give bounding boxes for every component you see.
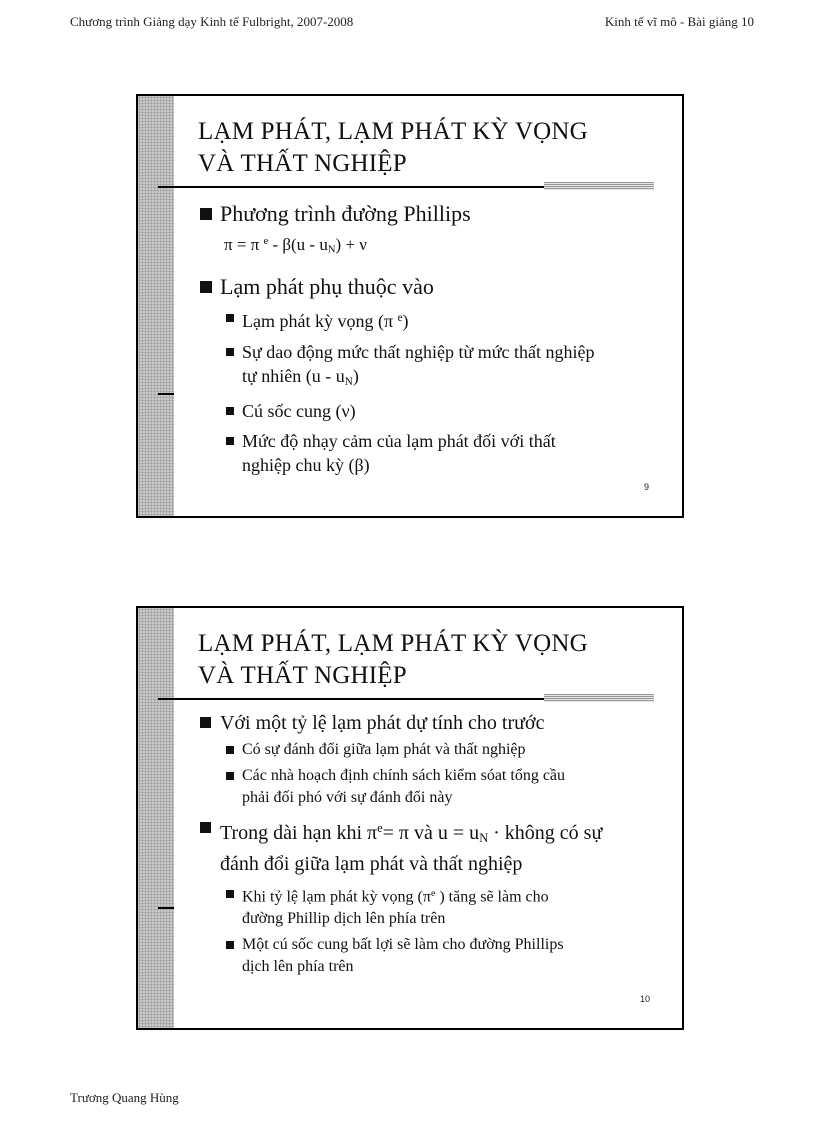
slide-body (198, 200, 658, 477)
square-bullet-icon (200, 208, 212, 220)
square-bullet-icon (226, 314, 234, 322)
slide-title-line2: VÀ THẤT NGHIỆP (198, 150, 407, 177)
slide-side-stripe (138, 608, 174, 1028)
sub-bullet-adverse-supply-shock: Một cú sốc cung bất lợi sẽ làm cho đường Phillips dịch lên phía trên (198, 934, 658, 978)
slide-title (198, 628, 658, 692)
title-accent-bar (544, 182, 654, 190)
sub-bullet-expected-inflation-rises: Khi tỷ lệ lạm phát kỳ vọng ($\pi^e$ ) tăng sẽ làm cho đường Phillip dịch lên phía trên (198, 883, 658, 930)
sub-bullet-policymakers: Các nhà hoạch định chính sách kiểm sóat tổng cầu phải đối phó với sự đánh đổi này (198, 765, 658, 809)
square-bullet-icon (200, 822, 211, 833)
title-underline (158, 698, 554, 700)
sub-bullet-sensitivity: Mức độ nhạy cảm của lạm phát đối với thất nghiệp chu kỳ (β) (198, 429, 658, 477)
square-bullet-icon (226, 437, 234, 445)
square-bullet-icon (226, 890, 234, 898)
slide-page-number: 10 (640, 994, 651, 1004)
square-bullet-icon (200, 281, 212, 293)
header-lecture-title: Kinh tế vĩ mô - Bài giảng 10 (604, 14, 754, 29)
square-bullet-icon (226, 772, 234, 780)
phillips-equation: π = π $^e - \beta(u - u_N) + \nu$ (224, 234, 367, 256)
bullet-given-expected-inflation: Với một tỷ lệ lạm phát dự tính cho trước (198, 710, 658, 736)
square-bullet-icon (226, 746, 234, 754)
sub-bullet-supply-shock: Cú sốc cung (ν) (198, 399, 658, 423)
bullet-phillips-equation: Phương trình đường Phillips (198, 200, 658, 227)
slide-title-line1: LẠM PHÁT, LẠM PHÁT KỲ VỌNG (198, 118, 588, 145)
sub-bullet-unemployment-deviation: Sự dao động mức thất nghiệp từ mức thất nghiệp tự nhiên $(u - u_N)$ (198, 340, 658, 394)
slide-title (198, 116, 658, 180)
slide-10 (136, 606, 684, 1030)
square-bullet-icon (200, 717, 211, 728)
slide-side-stripe (138, 96, 174, 516)
square-bullet-icon (226, 348, 234, 356)
slide-page-number: 9 (644, 482, 650, 492)
square-bullet-icon (226, 407, 234, 415)
side-tick (158, 393, 174, 395)
sub-bullet-tradeoff: Có sự đánh đổi giữa lạm phát và thất nghiệp (198, 739, 658, 761)
title-accent-bar (544, 694, 654, 702)
title-underline (158, 186, 554, 188)
slide-body (198, 710, 658, 978)
side-tick (158, 907, 174, 909)
slide-9 (136, 94, 684, 518)
bullet-inflation-depends: Lạm phát phụ thuộc vào (198, 273, 658, 300)
square-bullet-icon (226, 941, 234, 949)
slide-title-line1: LẠM PHÁT, LẠM PHÁT KỲ VỌNG (198, 630, 588, 657)
slide-title-line2: VÀ THẤT NGHIỆP (198, 662, 407, 689)
bullet-long-run: Trong dài hạn khi $\pi^e= \pi$ và $u = u_N$ · không có sự đánh đổi giữa lạm phát và thất nghiệp (198, 815, 658, 877)
footer-author: Trương Quang Hùng (70, 1090, 179, 1105)
sub-bullet-expected-inflation: Lạm phát kỳ vọng (π $^e$) (198, 306, 658, 333)
header-course-title: Chương trình Giảng dạy Kinh tế Fulbright, 2007-2008 (70, 14, 354, 29)
